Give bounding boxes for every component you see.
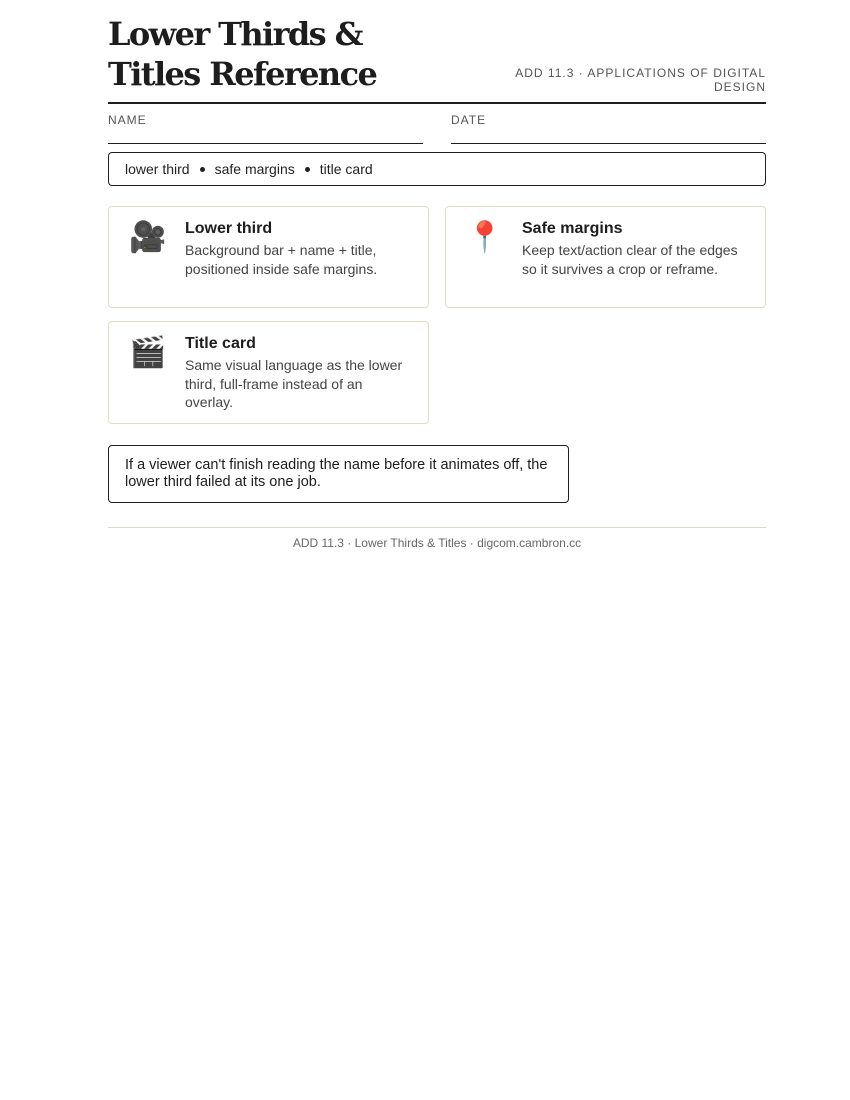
keyword-tag: lower third bbox=[125, 161, 190, 177]
keyword-tag: title card bbox=[319, 161, 373, 177]
card-text: Background bar + name + title, positioned inside safe margins. bbox=[185, 242, 378, 277]
page-title: Lower Thirds & Titles Reference bbox=[108, 15, 377, 93]
card-text: Keep text/action clear of the edges so it survives a crop or reframe. bbox=[522, 242, 738, 277]
page-footer: ADD 11.3 · Lower Thirds & Titles · digcom.cambron.cc bbox=[108, 527, 766, 550]
concept-cards bbox=[108, 206, 766, 424]
name-field-label: NAME bbox=[108, 113, 147, 127]
student-fields bbox=[108, 113, 766, 144]
bullet-separator bbox=[305, 167, 310, 172]
tip-callout: If a viewer can't finish reading the name before it animates off, the lower third failed at its one job. bbox=[108, 445, 569, 503]
concept-card-title-card bbox=[108, 321, 429, 424]
keyword-strip bbox=[108, 152, 766, 186]
worksheet-page bbox=[108, 0, 766, 550]
movie-camera-icon: 🎥 bbox=[129, 221, 167, 254]
clapperboard-icon: 🎬 bbox=[129, 336, 167, 369]
date-field[interactable] bbox=[451, 113, 766, 144]
bullet-separator bbox=[200, 167, 205, 172]
card-body bbox=[185, 219, 412, 295]
worksheet-header bbox=[108, 14, 766, 104]
keyword-tag: safe margins bbox=[214, 161, 295, 177]
card-body bbox=[522, 219, 749, 295]
course-label: ADD 11.3 · APPLICATIONS OF DIGITAL DESIGN bbox=[515, 66, 766, 94]
date-field-label: DATE bbox=[451, 113, 487, 127]
card-title: Title card bbox=[185, 335, 256, 352]
card-title: Safe margins bbox=[522, 220, 623, 237]
concept-card-safe-margins bbox=[445, 206, 766, 308]
card-text: Same visual language as the lower third, full-frame instead of an overlay. bbox=[185, 357, 403, 410]
concept-card-lower-third bbox=[108, 206, 429, 308]
pushpin-icon: 📍 bbox=[466, 221, 504, 254]
card-body bbox=[185, 334, 412, 411]
card-title: Lower third bbox=[185, 220, 273, 237]
name-field[interactable] bbox=[108, 113, 423, 144]
